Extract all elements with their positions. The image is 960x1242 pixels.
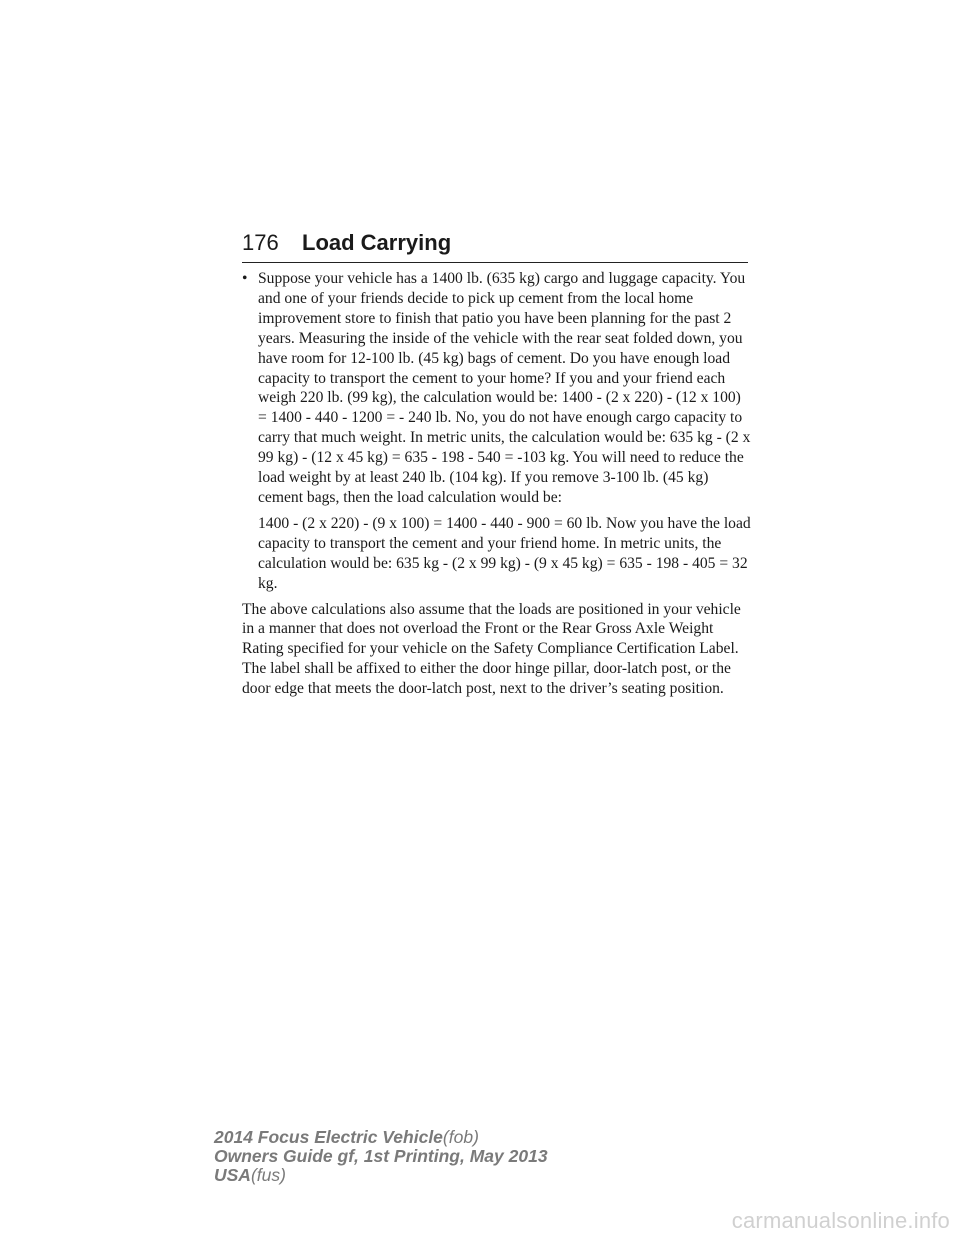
footer-market-code: (fus) (250, 1165, 286, 1185)
footer-vehicle: 2014 Focus Electric Vehicle (214, 1127, 443, 1147)
body-paragraph: The above calculations also assume that the loads are positioned in your vehicle in a manner that does not overload the Front or the Rear Gross Axle Weight Rating specified for your vehicle on the Safety Compliance Certification Label. The label shall be affixed to either the door hinge pillar, door-latch post, or the door edge that meets the door-latch post, next to the driver’s seating position. (242, 600, 741, 698)
footer-vehicle-code: (fob) (442, 1127, 479, 1147)
indented-paragraph: 1400 - (2 x 220) - (9 x 100) = 1400 - 440 - 900 = 60 lb. Now you have the load capacity to transport the cement and your friend home. In metric units, the calculation would be: 635 kg - (2 x 99 kg) - (9 x 45 kg) = 635 - 198 - 405 = 32 kg. (258, 514, 751, 592)
page-number: 176 (242, 230, 279, 255)
footer-printing: Owners Guide gf, 1st Printing, May 2013 (214, 1146, 548, 1166)
footer-market: USA (214, 1165, 251, 1185)
page-header (242, 228, 748, 263)
bullet-item (242, 269, 752, 508)
section-title: Load Carrying (302, 230, 452, 255)
bullet-text: Suppose your vehicle has a 1400 lb. (635 kg) cargo and luggage capacity. You and one of your friends decide to pick up cement from the local home improvement store to finish that patio you have been planning for the past 2 years. Measuring the inside of the vehicle with the rear seat folded down, you have room for 12-100 lb. (45 kg) bags of cement. Do you have enough load capacity to transport the cement to your home? If you and your friend each weigh 220 lb. (99 kg), the calculation would be: 1400 - (2 x 220) - (12 x 100) = 1400 - 440 - 1200 = - 240 lb. No, you do not have enough cargo capacity to carry that much weight. In metric units, the calculation would be: 635 kg - (2 x 99 kg) - (12 x 45 kg) = 635 - 198 - 540 = -103 kg. You will need to reduce the load weight by at least 240 lb. (104 kg). If you remove 3-100 lb. (45 kg) cement bags, then the load calculation would be: (258, 270, 751, 506)
footer-line-2 (214, 1147, 548, 1166)
bullet-icon: • (242, 270, 248, 287)
document-footer (214, 1128, 548, 1185)
body-content (242, 269, 752, 699)
footer-line-3 (214, 1166, 548, 1185)
site-watermark: carmanualsonline.info (731, 1208, 950, 1233)
footer-line-1 (214, 1128, 548, 1147)
